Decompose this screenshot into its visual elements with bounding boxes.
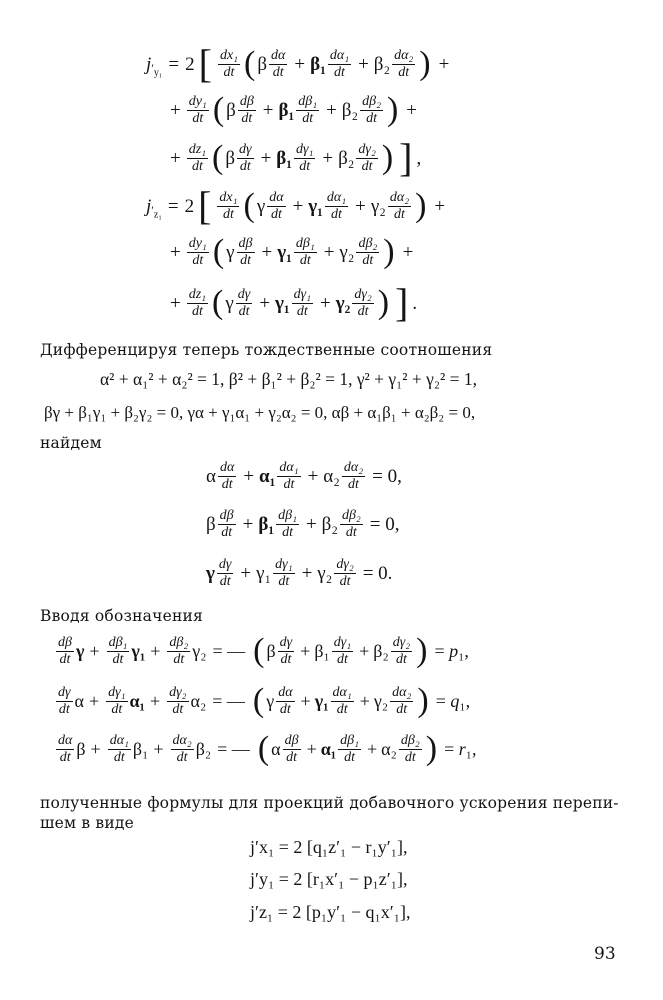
equation-jz1-line2: + $\frac{\text{dy₁}}{dt}$ ( γ $\frac{d\beta}{dt}$ + γ₁ $\frac{\text{dβ₁}}{dt}$ + γ₂ $\frac{\text{dβ₂}}{dt}$ ) +	[170, 233, 414, 270]
identities-products: βγ + β₁γ₁ + β₂γ₂ = 0, γα + γ₁α₁ + γ₂α₂ = 0, αβ + α₁β₁ + α₂β₂ = 0,	[44, 403, 476, 422]
equation-r1: $\frac{d\alpha}{dt}$ β + $\frac{\text{dα₁}}{dt}$ β₁ + $\frac{\text{dα₂}}{dt}$ β₂ = — ( α $\frac{d\beta}{dt}$ + α₁ $\frac{\text{dβ₁}}{dt}$ + α₂ $\frac{\text{dβ₂}}{dt}$ ) = r₁,	[58, 730, 477, 767]
equation-jy1-line2: + $\frac{\text{dy₁}}{dt}$ ( β $\frac{d\beta}{dt}$ + β₁ $\frac{\text{dβ₁}}{dt}$ + β₂ $\frac{\text{dβ₂}}{dt}$ ) +	[170, 91, 417, 128]
paragraph-find: найдем	[40, 434, 102, 452]
identities-squares: α² + α₁² + α₂² = 1, β² + β₁² + β₂² = 1, γ² + γ₁² + γ₂² = 1,	[100, 369, 477, 389]
equation-p1: $\frac{d\beta}{dt}$ γ + $\frac{\text{dβ₁}}{dt}$ γ₁ + $\frac{\text{dβ₂}}{dt}$ γ₂ = — ( β $\frac{d\gamma}{dt}$ + β₁ $\frac{\text{dγ₁}}{dt}$ + β₂ $\frac{\text{dγ₂}}{dt}$ ) = p₁,	[58, 632, 469, 669]
equation-final-z: j′z₁ = 2 [p₁y′₁ − q₁x′₁],	[250, 902, 411, 922]
page-number: 93	[594, 944, 616, 964]
equation-jy1-line1: j $'_{y_1}$ = 2 [ $\frac{\text{dx₁}}{dt}$ ( β $\frac{d\alpha}{dt}$ + β₁ $\frac{\text{dα₁}}{dt}$ + β₂ $\frac{\text{dα₂}}{dt}$ ) +	[146, 41, 450, 86]
paragraph-result-line1: полученные формулы для проекций добавочного ускорения перепи-	[40, 794, 619, 812]
paragraph-introducing: Вводя обозначения	[40, 607, 203, 625]
equation-jy1-line3: + $\frac{\text{dz₁}}{dt}$ ( β $\frac{d\gamma}{dt}$ + β₁ $\frac{\text{dγ₁}}{dt}$ + β₂ $\frac{\text{dγ₂}}{dt}$ ) ] ,	[170, 135, 422, 180]
paragraph-result-line2: шем в виде	[40, 814, 134, 832]
equation-deriv-gamma: γ $\frac{d\gamma}{dt}$ + γ₁ $\frac{\text{dγ₁}}{dt}$ + γ₂ $\frac{\text{dγ₂}}{dt}$ = 0.	[206, 557, 393, 589]
equation-final-y: j′y₁ = 2 [r₁x′₁ − p₁z′₁],	[250, 869, 408, 889]
equation-final-x: j′x₁ = 2 [q₁z′₁ − r₁y′₁],	[250, 837, 408, 857]
paragraph-differentiating: Дифференцируя теперь тождественные соотношения	[40, 341, 493, 359]
equation-deriv-beta: β $\frac{d\beta}{dt}$ + β₁ $\frac{\text{dβ₁}}{dt}$ + β₂ $\frac{\text{dβ₂}}{dt}$ = 0,	[206, 508, 400, 540]
equation-jz1-line1: j $'_{z_1}$ = 2 [ $\frac{\text{dx₁}}{dt}$ ( γ $\frac{d\alpha}{dt}$ + γ₁ $\frac{\text{dα₁}}{dt}$ + γ₂ $\frac{\text{dα₂}}{dt}$ ) +	[146, 183, 446, 228]
equation-deriv-alpha: α $\frac{d\alpha}{dt}$ + α₁ $\frac{\text{dα₁}}{dt}$ + α₂ $\frac{\text{dα₂}}{dt}$ = 0,	[206, 460, 402, 492]
equation-q1: $\frac{d\gamma}{dt}$ α + $\frac{\text{dγ₁}}{dt}$ α₁ + $\frac{\text{dγ₂}}{dt}$ α₂ = — ( γ $\frac{d\alpha}{dt}$ + γ₁ $\frac{\text{dα₁}}{dt}$ + γ₂ $\frac{\text{dα₂}}{dt}$ ) = q₁,	[58, 682, 471, 719]
equation-jz1-line3: + $\frac{\text{dz₁}}{dt}$ ( γ $\frac{d\gamma}{dt}$ + γ₁ $\frac{\text{dγ₁}}{dt}$ + γ₂ $\frac{\text{dγ₂}}{dt}$ ) ] .	[170, 280, 418, 325]
